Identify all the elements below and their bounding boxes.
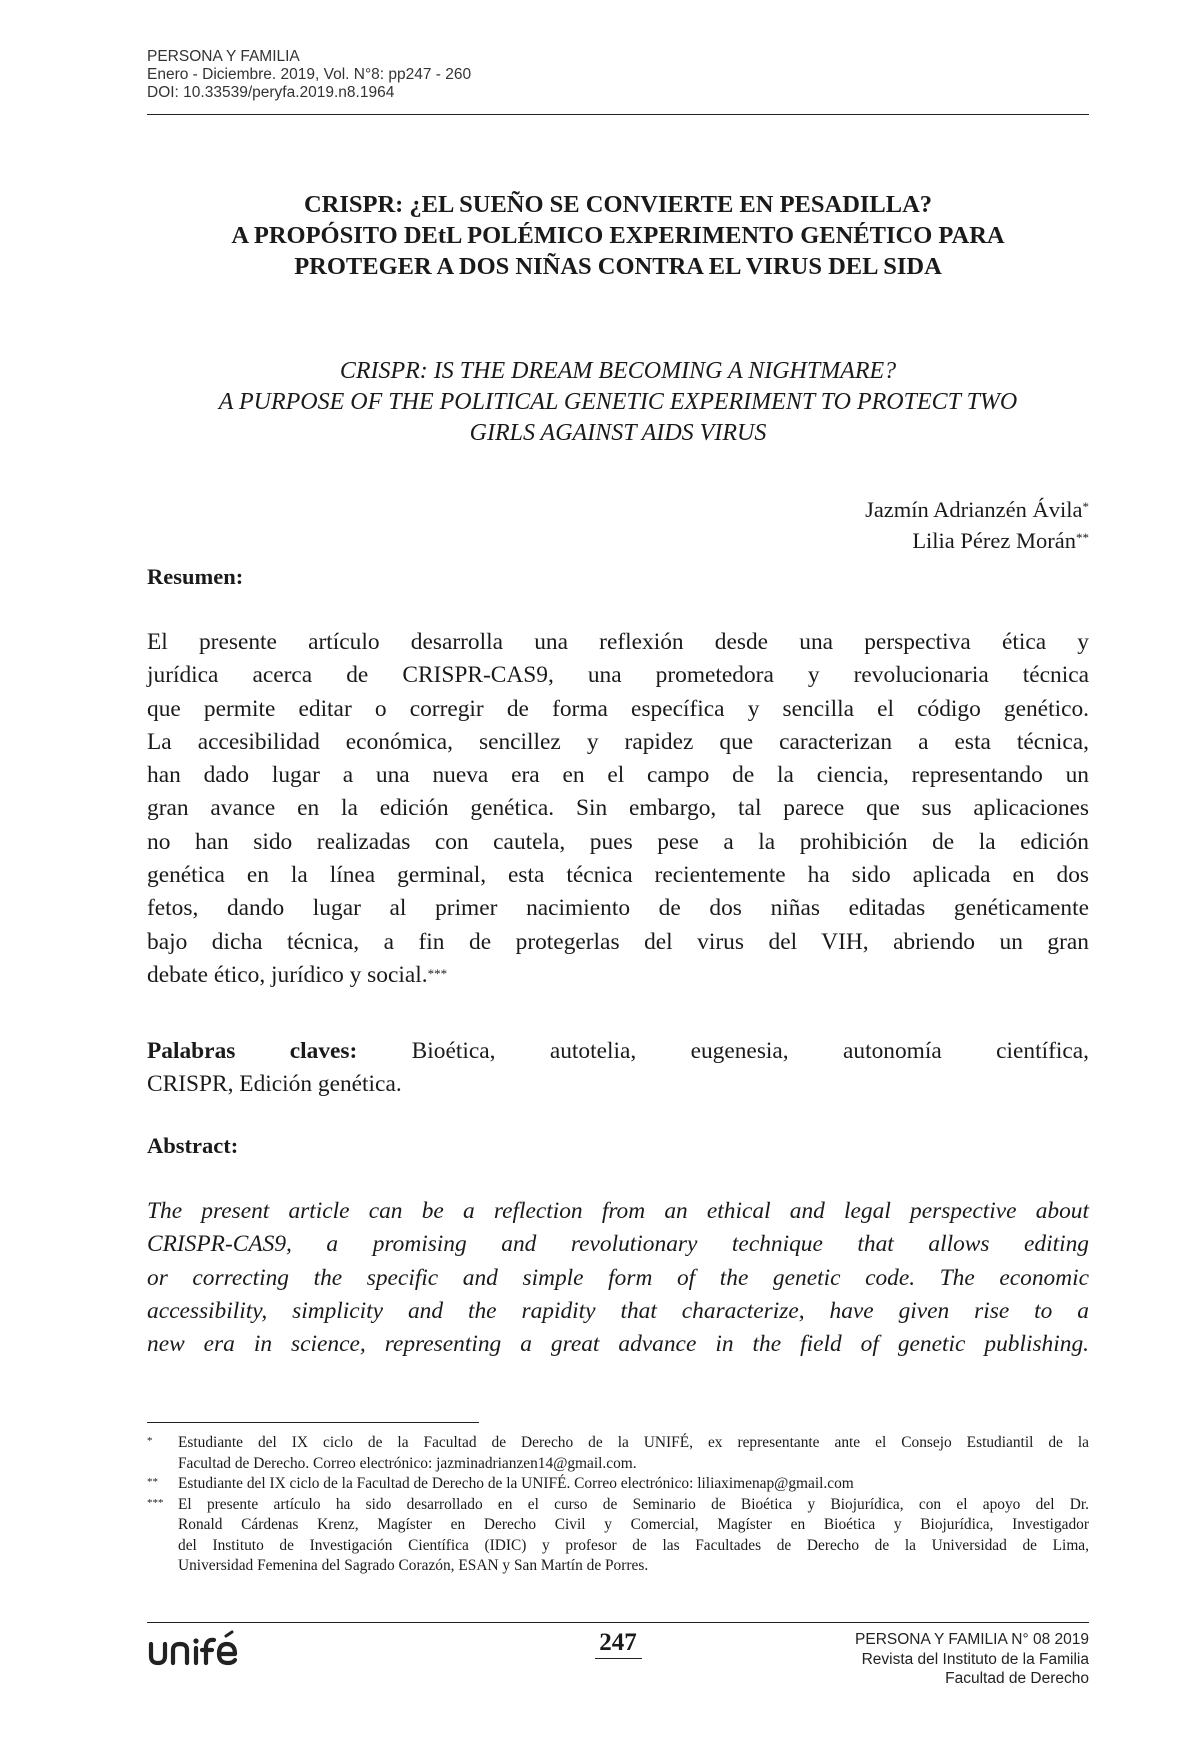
keywords-text: Bioética, autotelia, eugenesia, autonomía científica,: [411, 1038, 1089, 1064]
title-spanish-line: A PROPÓSITO DEtL POLÉMICO EXPERIMENTO GENÉTICO PARA: [231, 222, 1005, 249]
footnote-mark: *: [147, 1435, 153, 1447]
authors: [865, 494, 1089, 556]
title-english-line: A PURPOSE OF THE POLITICAL GENETIC EXPERIMENT TO PROTECT TWO: [218, 389, 1018, 415]
paragraph-line: han dado lugar a una nueva era en el campo de la ciencia, representando un: [147, 762, 1089, 789]
paragraph-line: or correcting the specific and simple form of the genetic code. The economic: [147, 1264, 1089, 1291]
paragraph-line: new era in science, representing a great advance in the field of genetic publishing.: [147, 1331, 1089, 1358]
keywords-label: Palabras claves:: [147, 1038, 358, 1064]
running-header: [147, 48, 1089, 102]
author-footnote-mark[interactable]: *: [1082, 499, 1089, 514]
footnote-line: Universidad Femenina del Sagrado Corazón, ESAN y San Martín de Porres.: [178, 1557, 649, 1574]
paragraph-line: no han sido realizadas con cautela, pues pese a la prohibición de la edición: [147, 828, 1089, 855]
footnote-mark: **: [147, 1476, 158, 1488]
resumen-footnote-mark[interactable]: ***: [427, 965, 448, 981]
author: [865, 494, 1089, 525]
paragraph-line: CRISPR-CAS9, a promising and revolutionary technique that allows editing: [147, 1231, 1089, 1258]
author-footnote-mark[interactable]: **: [1076, 530, 1089, 545]
paragraph-line: genética en la línea germinal, esta técnica recientemente ha sido aplicada en dos: [147, 862, 1089, 889]
unife-logo: [147, 1630, 257, 1670]
footnote-rule: [147, 1422, 479, 1423]
abstract-paragraph: [147, 1195, 1089, 1361]
paragraph-line: The present article can be a reflection from an ethical and legal perspective about: [147, 1198, 1089, 1224]
title-spanish: [147, 189, 1089, 282]
footnote-mark: ***: [147, 1496, 164, 1509]
paragraph-line: El presente artículo desarrolla una reflexión desde una perspectiva ética y: [147, 629, 1089, 655]
paragraph-line-text: debate ético, jurídico y social.: [147, 961, 428, 988]
footnote-line[interactable]: Facultad de Derecho. Correo electrónico: jazminadrianzen14@gmail.com.: [178, 1454, 637, 1472]
title-english-line: GIRLS AGAINST AIDS VIRUS: [469, 420, 767, 446]
paragraph-line: jurídica acerca de CRISPR-CAS9, una prometedora y revolucionaria técnica: [147, 662, 1089, 689]
header-rule: [147, 114, 1089, 115]
footer-rule: [147, 1622, 1089, 1623]
paragraph-line: que permite editar o corregir de forma específica y sencilla el código genético.: [147, 695, 1089, 722]
footnotes: [147, 1433, 1089, 1577]
footnote-line: del Instituto de Investigación Científica (IDIC) y profesor de las Facultades de Derecho de la Universidad de Lima,: [178, 1536, 1089, 1554]
footer-journal-info: [855, 1630, 1089, 1689]
author-name: Jazmín Adrianzén Ávila: [865, 497, 1083, 522]
resumen-heading: Resumen:: [147, 564, 244, 589]
footer-institute: Revista del Instituto de la Familia: [861, 1650, 1089, 1668]
title-spanish-line: PROTEGER A DOS NIÑAS CONTRA EL VIRUS DEL SIDA: [294, 253, 942, 280]
keywords: [147, 1035, 1089, 1102]
paragraph-line: [147, 959, 1089, 992]
doi[interactable]: DOI: 10.33539/peryfa.2019.n8.1964: [147, 84, 395, 101]
footnote: [147, 1495, 1089, 1577]
footnote: [147, 1433, 1089, 1474]
title-english-line: CRISPR: IS THE DREAM BECOMING A NIGHTMARE?: [339, 358, 897, 384]
footnote-line: Estudiante del IX ciclo de la Facultad de Derecho de la UNIFÉ, ex representante ante el Consejo Estudiantil de la: [178, 1434, 1089, 1451]
paragraph-line: accessibility, simplicity and the rapidity that characterize, have given rise to a: [147, 1297, 1089, 1324]
page-number-underline: [595, 1658, 642, 1659]
resumen-paragraph: [147, 626, 1089, 992]
paragraph-line: gran avance en la edición genética. Sin embargo, tal parece que sus aplicaciones: [147, 795, 1089, 822]
keywords-line: [147, 1035, 1089, 1068]
journal-name: PERSONA Y FAMILIA: [147, 48, 300, 65]
paragraph-line: bajo dicha técnica, a fin de protegerlas del virus del VIH, abriendo un gran: [147, 928, 1089, 955]
author: [865, 525, 1089, 556]
paragraph-line: La accesibilidad económica, sencillez y rapidez que caracterizan a esta técnica,: [147, 728, 1089, 755]
footnote-line[interactable]: Estudiante del IX ciclo de la Facultad de Derecho de la UNIFÉ. Correo electrónico: liliaximenap@gmail.com: [178, 1475, 854, 1492]
footer-journal-issue: PERSONA Y FAMILIA N° 08 2019: [855, 1631, 1089, 1648]
author-name: Lilia Pérez Morán: [912, 528, 1076, 553]
page-number: 247: [599, 1629, 637, 1656]
footnote: [147, 1474, 1089, 1495]
issue-info: Enero - Diciembre. 2019, Vol. N°8: pp247 - 260: [147, 66, 472, 83]
footnote-line: Ronald Cárdenas Krenz, Magíster en Derecho Civil y Comercial, Magíster en Bioética y Biojurídica, Investigador: [178, 1516, 1089, 1533]
paragraph-line: fetos, dando lugar al primer nacimiento de dos niñas editadas genéticamente: [147, 895, 1089, 922]
abstract-heading: Abstract:: [147, 1133, 239, 1158]
title-english: [147, 356, 1089, 449]
keywords-line: CRISPR, Edición genética.: [147, 1071, 402, 1098]
footnote-line: El presente artículo ha sido desarrollado en el curso de Seminario de Bioética y Biojurídica, con el apoyo del Dr.: [178, 1495, 1089, 1513]
title-spanish-line: CRISPR: ¿EL SUEÑO SE CONVIERTE EN PESADILLA?: [303, 191, 933, 218]
footer-faculty: Facultad de Derecho: [945, 1670, 1089, 1687]
